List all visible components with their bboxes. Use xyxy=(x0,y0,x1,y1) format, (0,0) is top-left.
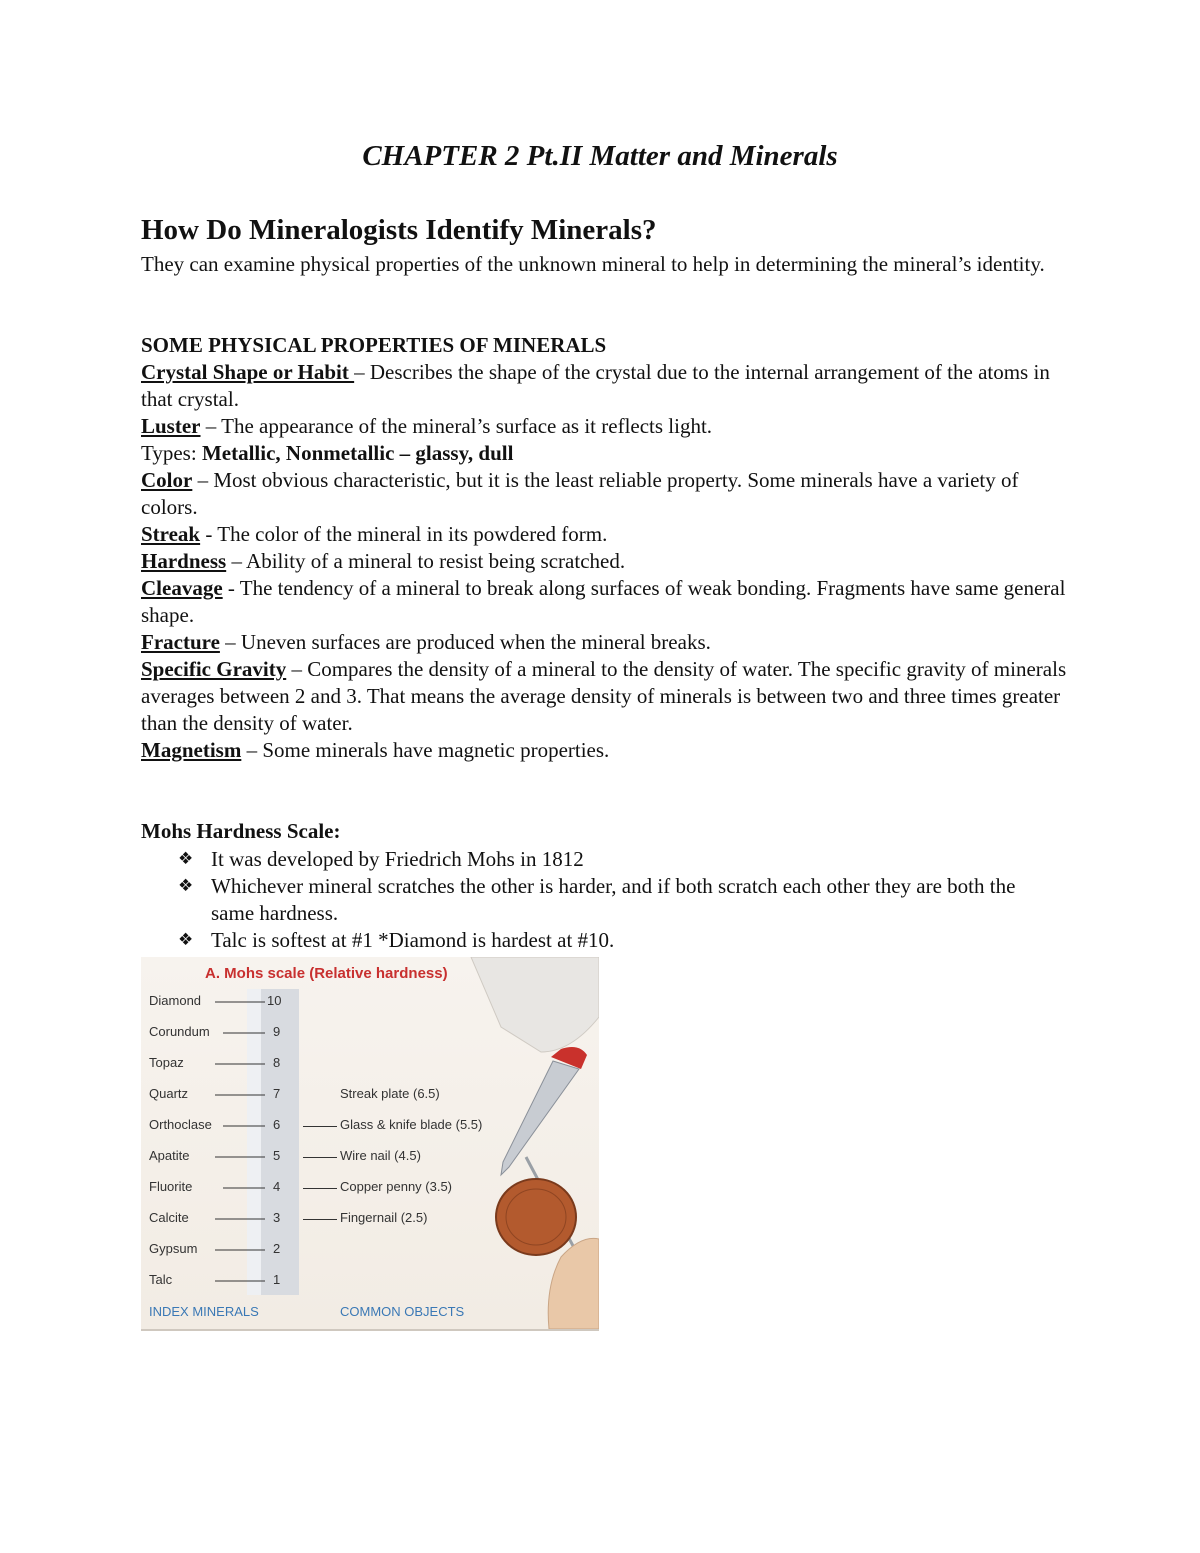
property-text: - The tendency of a mineral to break along surfaces of weak bonding. Fragments have same general shape. xyxy=(141,576,1066,627)
property-color xyxy=(141,467,1071,521)
common-object-label: Glass & knife blade (5.5) xyxy=(340,1116,483,1132)
index-mineral-label: Talc xyxy=(149,1272,173,1287)
hardness-number: 6 xyxy=(273,1117,281,1132)
properties-heading: SOME PHYSICAL PROPERTIES OF MINERALS xyxy=(141,333,607,357)
index-mineral-label: Diamond xyxy=(149,993,202,1008)
hardness-number: 3 xyxy=(273,1210,281,1225)
knife-blade-icon xyxy=(501,1061,579,1175)
hardness-number: 4 xyxy=(273,1179,281,1194)
index-mineral-label: Orthoclase xyxy=(149,1117,212,1132)
common-object-label: Fingernail (2.5) xyxy=(340,1209,428,1225)
index-mineral-label: Fluorite xyxy=(149,1179,193,1194)
common-object-leaders xyxy=(303,1127,337,1220)
hardness-number: 1 xyxy=(273,1272,281,1287)
hardness-number: 2 xyxy=(273,1241,281,1256)
scale-bar-highlight xyxy=(247,989,261,1295)
property-term: Luster xyxy=(141,414,201,438)
property-text: – Uneven surfaces are produced when the mineral breaks. xyxy=(219,630,711,654)
bullet-text: It was developed by Friedrich Mohs in 1812 xyxy=(211,847,584,871)
index-mineral-label: Corundum xyxy=(149,1024,210,1039)
streak-plate-icon xyxy=(471,957,599,1052)
list-item xyxy=(178,927,1058,954)
hardness-number: 8 xyxy=(273,1055,281,1070)
property-hardness xyxy=(141,548,1071,575)
common-objects-caption: COMMON OBJECTS xyxy=(340,1304,465,1319)
property-cleavage xyxy=(141,575,1071,629)
property-streak xyxy=(141,521,1071,548)
property-fracture xyxy=(141,629,1071,656)
property-term: Hardness xyxy=(141,549,227,573)
bullet-text: Whichever mineral scratches the other is harder, and if both scratch each other they are both the same hardness. xyxy=(211,874,1016,925)
property-term: Crystal Shape or Habit xyxy=(141,360,355,384)
intro-paragraph: They can examine physical properties of the unknown mineral to help in determining the mineral’s identity. xyxy=(141,252,1045,276)
property-term: Specific Gravity xyxy=(141,657,287,681)
property-crystal xyxy=(141,359,1071,413)
hardness-number: 5 xyxy=(273,1148,281,1163)
luster-types xyxy=(141,440,1071,467)
luster-types-prefix: Types: xyxy=(141,441,202,465)
chapter-title: CHAPTER 2 Pt.II Matter and Minerals xyxy=(362,140,838,172)
index-mineral-label: Quartz xyxy=(149,1086,189,1101)
fingernail-icon xyxy=(548,1238,599,1329)
common-object-label: Streak plate (6.5) xyxy=(340,1085,440,1101)
property-term: Cleavage xyxy=(141,576,223,600)
mohs-figure-graphics xyxy=(141,957,599,1329)
property-text: – Most obvious characteristic, but it is the least reliable property. Some minerals have a variety of colors. xyxy=(141,468,1019,519)
property-term: Streak xyxy=(141,522,201,546)
section-heading: How Do Mineralogists Identify Minerals? xyxy=(141,214,657,246)
index-mineral-label: Topaz xyxy=(149,1055,184,1070)
mohs-heading: Mohs Hardness Scale: xyxy=(141,819,341,843)
common-object-label: Copper penny (3.5) xyxy=(340,1178,453,1194)
copper-penny-icon xyxy=(496,1179,576,1255)
property-term: Magnetism xyxy=(141,738,242,762)
property-term: Fracture xyxy=(141,630,220,654)
property-text: – Describes the shape of the crystal due to the internal arrangement of the atoms in that crystal. xyxy=(141,360,1050,411)
property-luster xyxy=(141,413,1071,440)
common-object-label: Wire nail (4.5) xyxy=(340,1147,421,1163)
diamond-bullet-icon: ❖ xyxy=(178,876,194,896)
property-text: - The color of the mineral in its powdered form. xyxy=(200,522,608,546)
bullet-text: Talc is softest at #1 *Diamond is hardest at #10. xyxy=(211,928,615,952)
list-item xyxy=(178,873,1058,927)
index-mineral-label: Apatite xyxy=(149,1148,190,1163)
hardness-number: 7 xyxy=(273,1086,281,1101)
property-text: – Compares the density of a mineral to the density of water. The specific gravity of minerals averages between 2 and 3. That means the average density of minerals is between two and three times greater than the density of water. xyxy=(141,657,1067,735)
property-text: – The appearance of the mineral’s surface as it reflects light. xyxy=(200,414,713,438)
properties-section xyxy=(141,332,1071,764)
diamond-bullet-icon: ❖ xyxy=(178,930,194,950)
figure-title: A. Mohs scale (Relative hardness) xyxy=(205,965,448,982)
hardness-number: 10 xyxy=(267,993,282,1008)
property-text: – Ability of a mineral to resist being scratched. xyxy=(226,549,626,573)
list-item xyxy=(178,846,1058,873)
index-minerals-caption: INDEX MINERALS xyxy=(149,1304,259,1319)
index-mineral-label: Calcite xyxy=(149,1210,189,1225)
index-mineral-label: Gypsum xyxy=(149,1241,198,1256)
diamond-bullet-icon: ❖ xyxy=(178,849,194,869)
property-text: – Some minerals have magnetic properties. xyxy=(241,738,610,762)
property-magnetism xyxy=(141,737,1071,764)
mohs-scale-figure xyxy=(141,957,599,1331)
property-gravity xyxy=(141,656,1071,737)
mohs-bullet-list xyxy=(178,846,1058,954)
property-term: Color xyxy=(141,468,193,492)
hardness-number: 9 xyxy=(273,1024,281,1039)
luster-types-values: Metallic, Nonmetallic – glassy, dull xyxy=(201,441,514,465)
